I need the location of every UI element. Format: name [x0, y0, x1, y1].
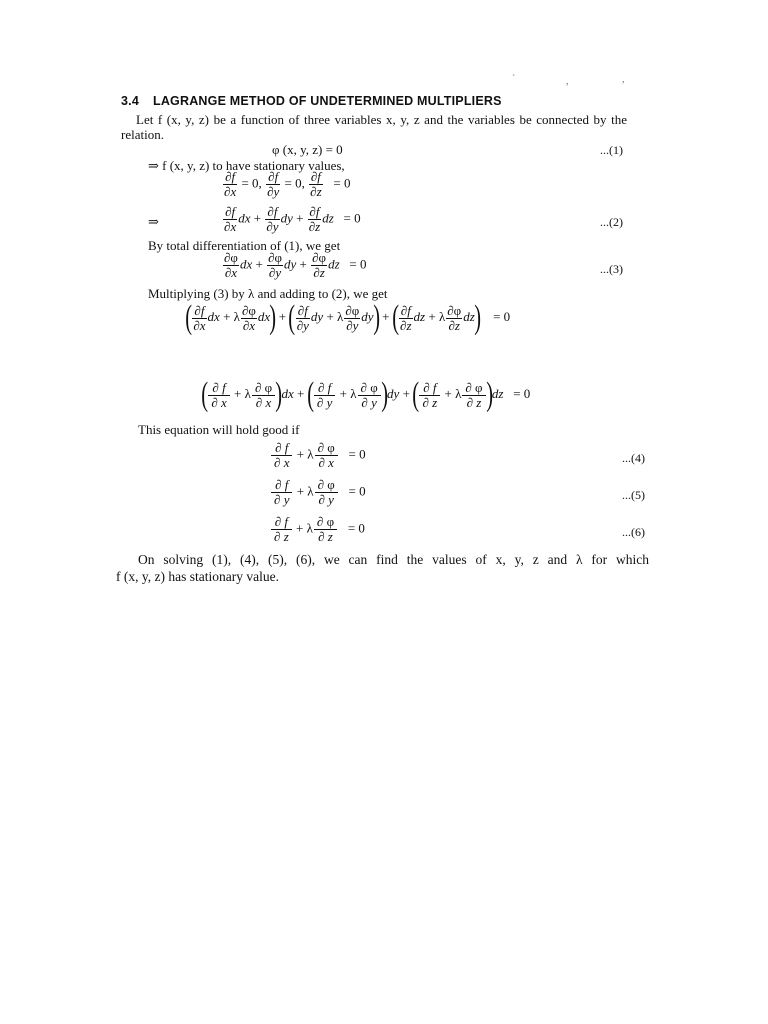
equation-5: $\frac{\partial f}{\partial y}$ + λ $\frac{\partial \varphi}{\partial y}$ = 0 — [270, 478, 366, 507]
intro-line-1: Let f (x, y, z) be a function of three variables x, y, z and the variables be connected by the — [136, 112, 627, 127]
equation-4-tag: ...(4) — [622, 451, 645, 465]
stationary-text: ⇒ f (x, y, z) to have stationary values, — [148, 158, 345, 173]
section-heading — [121, 94, 502, 108]
hold-good-text: This equation will hold good if — [138, 422, 300, 437]
conclusion-line-1: On solving (1), (4), (5), (6), we can find the values of x, y, z and λ for which — [138, 552, 649, 567]
equation-6-rhs: = 0 — [347, 520, 365, 536]
equation-2-tag: ...(2) — [600, 215, 623, 229]
equation-5-rhs: = 0 — [348, 483, 366, 499]
combined-equation: ( $\frac{\partial f}{\partial x}$ dx + λ $\frac{\partial\varphi}{\partial x}$ dx) + ( $\frac{\partial f}{\partial y}$ dy + λ $\frac{\partial\varphi}{\partial y}$ dy) + ( $\frac{\partial f}{\partial z}$ dz + λ $\frac{\partial\varphi}{\partial z}$ dz) = 0 — [185, 299, 511, 336]
equation-1-tag: ...(1) — [600, 143, 623, 157]
equation-3-tag: ...(3) — [600, 262, 623, 276]
equation-2-implies: ⇒ — [148, 214, 159, 229]
grouped-equation: ( $\frac{\partial f}{\partial x}$ + λ $\frac{\partial \varphi}{\partial x}$ )dx + ( $\frac{\partial f}{\partial y}$ + λ $\frac{\partial \varphi}{\partial y}$ )dy + ( $\frac{\partial f}{\partial z}$ + λ $\frac{\partial \varphi}{\partial z}$ )dz = 0 — [201, 376, 531, 413]
conclusion-line-2: f (x, y, z) has stationary value. — [116, 569, 279, 584]
equation-4-rhs: = 0 — [348, 446, 366, 462]
section-number: 3.4 — [121, 94, 139, 108]
combined-rhs: = 0 — [493, 308, 511, 324]
section-title: LAGRANGE METHOD OF UNDETERMINED MULTIPLIERS — [152, 94, 502, 108]
total-differentiation-text: By total differentiation of (1), we get — [148, 238, 341, 253]
scan-mark: ` — [512, 74, 516, 85]
fraction-df-dy: $\frac{\partial f}{\partial y}$ — [267, 169, 280, 199]
equation-2: $\frac{\partial f}{\partial x}$ dx + $\frac{\partial f}{\partial y}$ dy + $\frac{\partial f}{\partial z}$ dz = 0 — [224, 204, 361, 234]
scan-mark: , — [566, 76, 569, 87]
equation-2-rhs: = 0 — [343, 210, 361, 226]
equation-6-tag: ...(6) — [622, 525, 645, 539]
equation-1: φ (x, y, z) = 0 — [272, 142, 343, 157]
partials-zero-equation: $\frac{\partial f}{\partial x}$ = 0, $\frac{\partial f}{\partial y}$ = 0, $\frac{\partial f}{\partial z}$ = 0 — [224, 169, 351, 199]
scan-mark: , — [622, 74, 625, 85]
equation-3: $\frac{\partial\varphi}{\partial x}$ dx + $\frac{\partial\varphi}{\partial y}$ dy + $\frac{\partial\varphi}{\partial z}$ dz = 0 — [224, 250, 367, 280]
intro-line-2: relation. — [121, 127, 164, 142]
partials-rhs: = 0 — [333, 175, 351, 191]
multiplying-text: Multiplying (3) by λ and adding to (2), we get — [148, 286, 388, 301]
fraction-df-dx: $\frac{\partial f}{\partial x}$ — [224, 169, 237, 199]
equation-3-rhs: = 0 — [349, 256, 367, 272]
fraction-df-dz: $\frac{\partial f}{\partial z}$ — [310, 169, 322, 199]
grouped-rhs: = 0 — [513, 385, 531, 401]
equation-6: $\frac{\partial f}{\partial z}$ + λ $\frac{\partial \varphi}{\partial z}$ = 0 — [270, 515, 365, 544]
equation-5-tag: ...(5) — [622, 488, 645, 502]
equation-4: $\frac{\partial f}{\partial x}$ + λ $\frac{\partial \varphi}{\partial x}$ = 0 — [270, 441, 366, 470]
